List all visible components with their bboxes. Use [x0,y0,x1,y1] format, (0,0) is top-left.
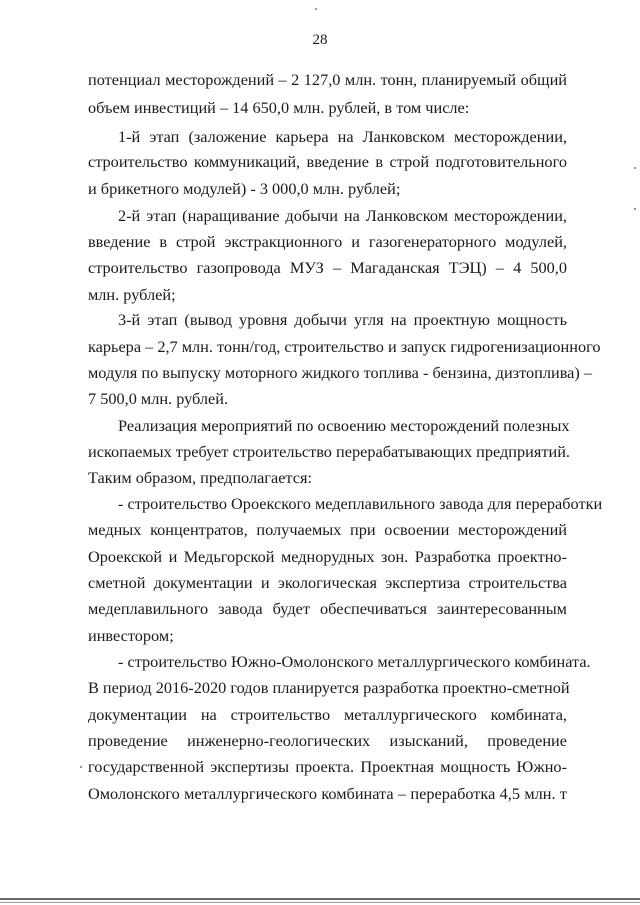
text-line: медных концентратов, получаемых при освоении месторождений [88,520,567,539]
scan-speck [80,766,82,768]
text-line: карьера – 2,7 млн. тонн/год, строительство и запуск гидрогенизационного [88,337,601,356]
text-line: 2-й этап (наращивание добычи на Ланковском месторождении, [118,206,567,225]
scan-edge-line [0,902,640,903]
text-line: проведение инженерно-геологических изысканий, проведение [88,731,567,750]
scan-edge-line [0,898,640,900]
text-line: строительство газопровода МУЗ – Магаданская ТЭЦ) – 4 500,0 [88,258,567,277]
text-line: медеплавильного завода будет обеспечиваться заинтересованным [88,599,567,618]
text-line: потенциал месторождений – 2 127,0 млн. тонн, планируемый общий [88,70,567,89]
text-line: и брикетного модулей) - 3 000,0 млн. рублей; [88,179,401,198]
text-line: 3-й этап (вывод уровня добычи угля на проектную мощность [118,310,567,329]
text-line: объем инвестиций – 14 650,0 млн. рублей, в том числе: [88,98,470,117]
text-line: - строительство Ороекского медеплавильного завода для переработки [118,494,603,513]
text-line: Таким образом, предполагается: [88,468,312,487]
scan-speck [634,208,636,210]
text-line: строительство коммуникаций, введение в строй подготовительного [88,152,567,171]
text-line: сметной документации и экологическая экспертиза строительства [88,573,567,592]
text-line: документации на строительство металлургического комбината, [88,705,567,724]
text-line: - строительство Южно-Омолонского металлургического комбината. [118,652,591,671]
text-line: инвестором; [88,626,174,645]
text-line: Ороекской и Медьгорской меднорудных зон. Разработка проектно- [88,547,567,566]
text-line: млн. рублей; [88,285,176,304]
text-line: В период 2016-2020 годов планируется разработка проектно-сметной [88,678,570,697]
text-line: введение в строй экстракционного и газогенераторного модулей, [88,232,567,251]
text-line: 7 500,0 млн. рублей. [88,389,229,408]
scan-speck [634,167,636,169]
text-line: Омолонского металлургического комбината – переработка 4,5 млн. т [88,784,567,803]
text-line: ископаемых требует строительство перерабатывающих предприятий. [88,442,570,461]
page-number: 28 [312,32,328,48]
text-line: модуля по выпуску моторного жидкого топлива - бензина, дизтоплива) – [88,363,593,382]
text-line: государственной экспертизы проекта. Проектная мощность Южно- [88,757,567,776]
scan-speck [315,8,317,10]
text-line: Реализация мероприятий по освоению месторождений полезных [118,416,570,435]
text-line: 1-й этап (заложение карьера на Ланковском месторождении, [118,127,567,146]
